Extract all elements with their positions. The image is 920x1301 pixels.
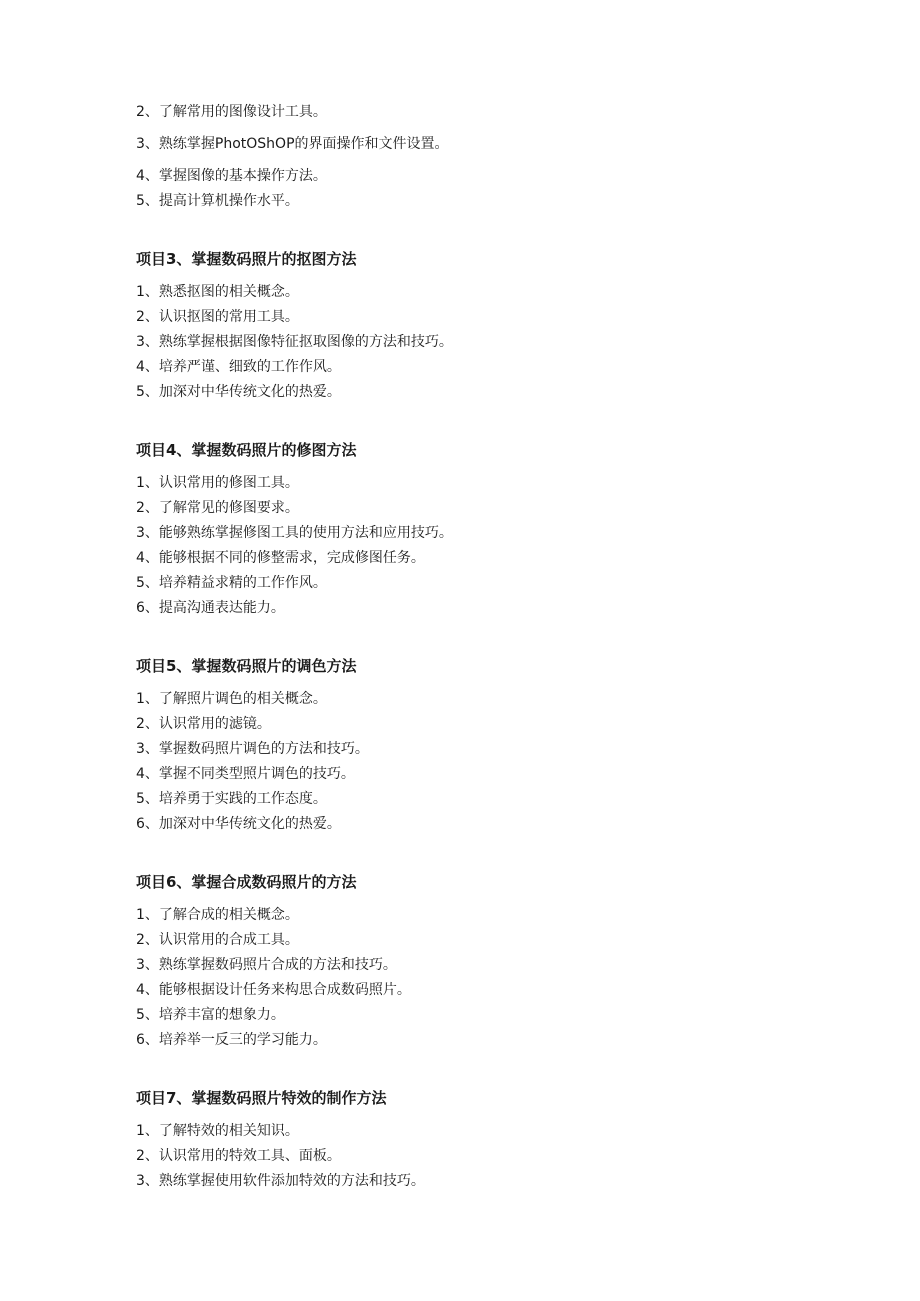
list-item: 5、培养丰富的想象力。 (136, 1007, 285, 1023)
list-item: 2、认识常用的合成工具。 (136, 932, 299, 948)
list-item: 4、掌握不同类型照片调色的技巧。 (136, 766, 355, 782)
document-page (136, 100, 836, 1194)
section-project-4 (136, 438, 836, 621)
section-title: 项目6、掌握合成数码照片的方法 (136, 873, 357, 891)
list-item: 3、熟练掌握根据图像特征抠取图像的方法和技巧。 (136, 334, 453, 350)
list-item: 6、培养举一反三的学习能力。 (136, 1032, 327, 1048)
section-title: 项目5、掌握数码照片的调色方法 (136, 657, 357, 675)
list-item: 4、掌握图像的基本操作方法。 (136, 168, 327, 184)
list-item: 2、了解常见的修图要求。 (136, 500, 299, 516)
list-item: 4、培养严谨、细致的工作作风。 (136, 359, 341, 375)
list-item: 3、熟练掌握数码照片合成的方法和技巧。 (136, 957, 397, 973)
list-item: 3、熟练掌握PhotOShOP的界面操作和文件设置。 (136, 136, 449, 152)
list-item: 6、提高沟通表达能力。 (136, 600, 285, 616)
list-item: 2、了解常用的图像设计工具。 (136, 104, 327, 120)
section-project-7 (136, 1086, 836, 1194)
list-item: 2、认识抠图的常用工具。 (136, 309, 299, 325)
section-project-5 (136, 654, 836, 837)
intro-list (136, 100, 836, 214)
section-title: 项目3、掌握数码照片的抠图方法 (136, 250, 357, 268)
list-item: 2、认识常用的特效工具、面板。 (136, 1148, 341, 1164)
list-item: 4、能够根据设计任务来构思合成数码照片。 (136, 982, 411, 998)
list-item: 1、认识常用的修图工具。 (136, 475, 299, 491)
section-title: 项目7、掌握数码照片特效的制作方法 (136, 1089, 387, 1107)
section-project-3 (136, 247, 836, 405)
list-item: 5、培养勇于实践的工作态度。 (136, 791, 327, 807)
list-item: 3、能够熟练掌握修图工具的使用方法和应用技巧。 (136, 525, 453, 541)
section-project-6 (136, 870, 836, 1053)
section-title: 项目4、掌握数码照片的修图方法 (136, 441, 357, 459)
list-item: 3、掌握数码照片调色的方法和技巧。 (136, 741, 369, 757)
list-item: 5、培养精益求精的工作作风。 (136, 575, 327, 591)
list-item: 1、熟悉抠图的相关概念。 (136, 284, 299, 300)
list-item: 1、了解照片调色的相关概念。 (136, 691, 327, 707)
list-item: 5、提高计算机操作水平。 (136, 193, 299, 209)
list-item: 6、加深对中华传统文化的热爱。 (136, 816, 341, 832)
list-item: 1、了解合成的相关概念。 (136, 907, 299, 923)
list-item: 5、加深对中华传统文化的热爱。 (136, 384, 341, 400)
list-item: 4、能够根据不同的修整需求，完成修图任务。 (136, 550, 425, 566)
list-item: 1、了解特效的相关知识。 (136, 1123, 299, 1139)
list-item: 3、熟练掌握使用软件添加特效的方法和技巧。 (136, 1173, 425, 1189)
list-item: 2、认识常用的滤镜。 (136, 716, 271, 732)
